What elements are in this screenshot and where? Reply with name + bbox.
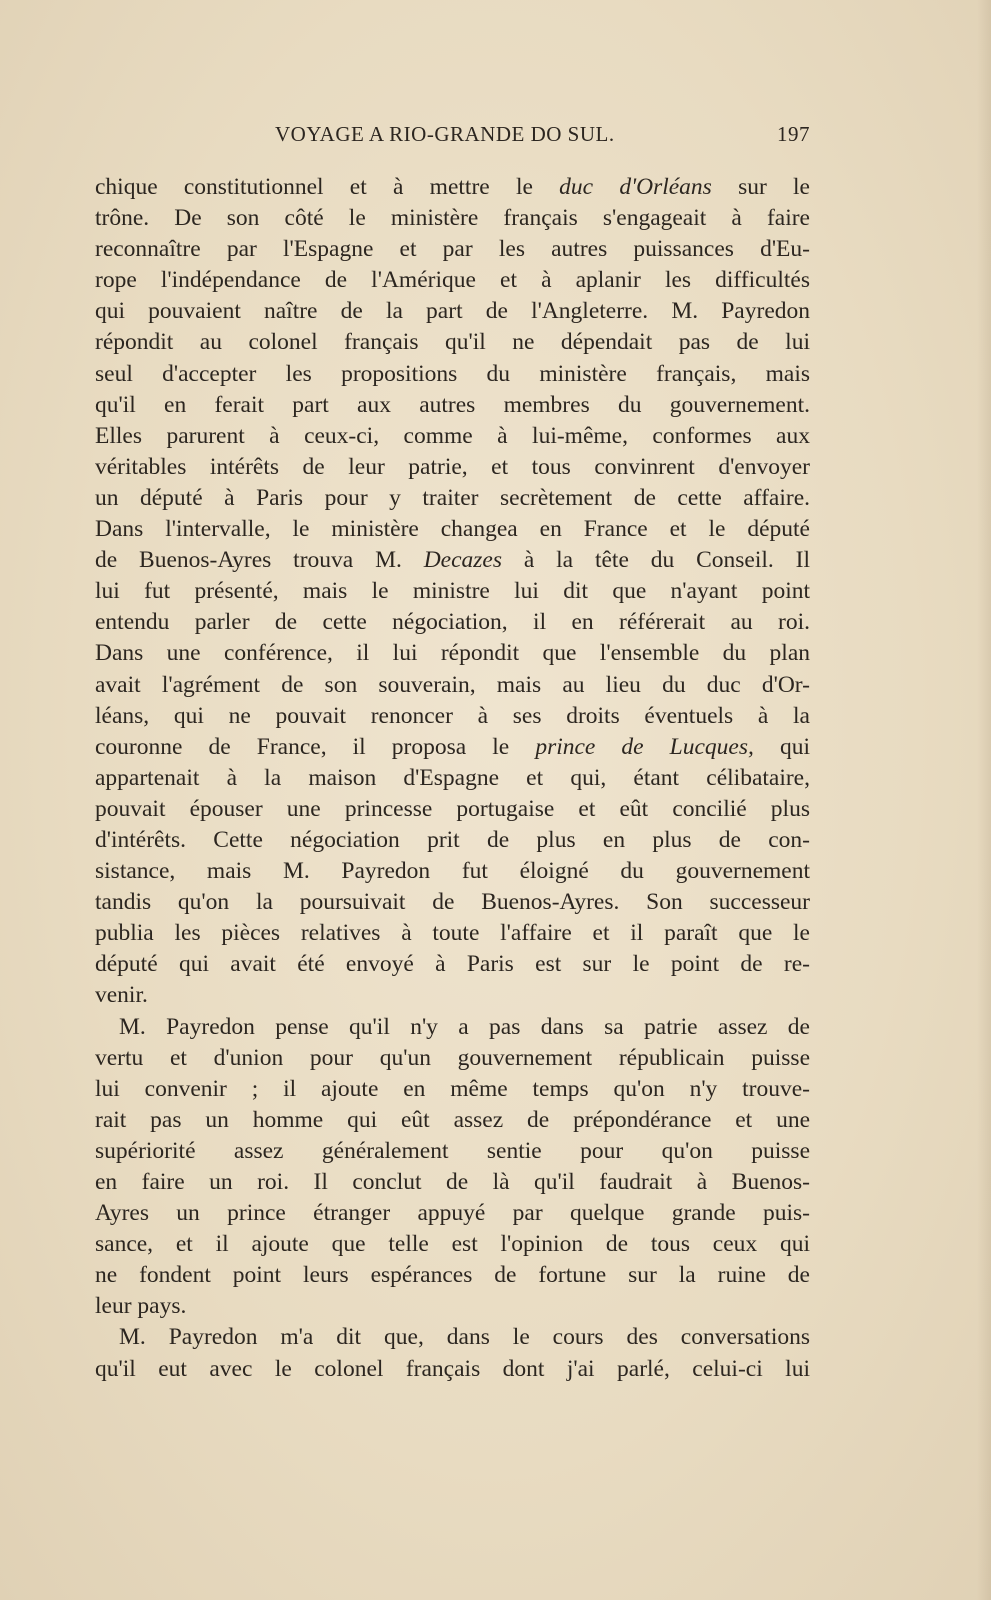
text-line: entendu parler de cette négociation, il en référerait au roi. xyxy=(95,609,810,636)
text-line: lui fut présenté, mais le ministre lui dit que n'ayant point xyxy=(95,578,810,605)
text-line: de Buenos-Ayres trouva M. Decazes à la tête du Conseil. Il xyxy=(95,547,810,574)
running-head xyxy=(95,122,810,152)
text-line: qui pouvaient naître de la part de l'Angleterre. M. Payredon xyxy=(95,298,810,325)
text-line: venir. xyxy=(95,982,148,1009)
text-line: avait l'agrément de son souverain, mais au lieu du duc d'Or- xyxy=(95,671,810,698)
text-line: lui convenir ; il ajoute en même temps qu'on n'y trouve- xyxy=(95,1075,810,1102)
text-line: Ayres un prince étranger appuyé par quelque grande puis- xyxy=(95,1200,810,1227)
text-line: Dans une conférence, il lui répondit que l'ensemble du plan xyxy=(95,640,810,667)
text-line: répondit au colonel français qu'il ne dépendait pas de lui xyxy=(95,329,810,356)
page-number: 197 xyxy=(777,122,810,146)
running-title: VOYAGE A RIO-GRANDE DO SUL. xyxy=(275,122,615,146)
text-line: en faire un roi. Il conclut de là qu'il faudrait à Buenos- xyxy=(95,1169,810,1195)
text-line: rope l'indépendance de l'Amérique et à aplanir les difficultés xyxy=(95,267,810,294)
text-line: M. Payredon m'a dit que, dans le cours des conversations xyxy=(119,1324,810,1351)
text-line: qu'il eut avec le colonel français dont j'ai parlé, celui-ci lui xyxy=(95,1355,810,1382)
text-line: Dans l'intervalle, le ministère changea en France et le député xyxy=(95,516,810,543)
text-line: appartenait à la maison d'Espagne et qui, étant célibataire, xyxy=(95,764,810,791)
text-line: qu'il en ferait part aux autres membres du gouvernement. xyxy=(95,391,810,418)
text-line: seul d'accepter les propositions du ministère français, mais xyxy=(95,360,810,387)
text-line: Elles parurent à ceux-ci, comme à lui-même, conformes aux xyxy=(95,422,810,449)
text-line: rait pas un homme qui eût assez de prépondérance et une xyxy=(95,1106,810,1133)
text-line: tandis qu'on la poursuivait de Buenos-Ayres. Son successeur xyxy=(95,889,810,916)
text-line: pouvait épouser une princesse portugaise et eût concilié plus xyxy=(95,795,810,822)
text-line: chique constitutionnel et à mettre le duc d'Orléans sur le xyxy=(95,174,810,200)
text-line: supériorité assez généralement sentie pour qu'on puisse xyxy=(95,1137,810,1164)
text-line: député qui avait été envoyé à Paris est sur le point de re- xyxy=(95,951,810,978)
text-line: trône. De son côté le ministère français s'engageait à faire xyxy=(95,205,810,232)
text-line: léans, qui ne pouvait renoncer à ses droits éventuels à la xyxy=(95,702,810,729)
text-line: ne fondent point leurs espérances de fortune sur la ruine de xyxy=(95,1262,810,1289)
text-body xyxy=(95,172,810,1385)
text-line: M. Payredon pense qu'il n'y a pas dans sa patrie assez de xyxy=(119,1013,810,1040)
text-line: reconnaître par l'Espagne et par les autres puissances d'Eu- xyxy=(95,236,810,263)
text-line: sance, et il ajoute que telle est l'opinion de tous ceux qui xyxy=(95,1231,810,1258)
text-line: d'intérêts. Cette négociation prit de plus en plus de con- xyxy=(95,826,810,853)
text-line: leur pays. xyxy=(95,1293,187,1320)
text-line: sistance, mais M. Payredon fut éloigné du gouvernement xyxy=(95,858,810,885)
text-line: publia les pièces relatives à toute l'affaire et il paraît que le xyxy=(95,920,810,947)
text-line: couronne de France, il proposa le prince de Lucques, qui xyxy=(95,733,810,760)
text-line: véritables intérêts de leur patrie, et tous convinrent d'envoyer xyxy=(95,453,810,480)
text-line: un député à Paris pour y traiter secrètement de cette affaire. xyxy=(95,484,810,511)
text-line: vertu et d'union pour qu'un gouvernement républicain puisse xyxy=(95,1044,810,1071)
